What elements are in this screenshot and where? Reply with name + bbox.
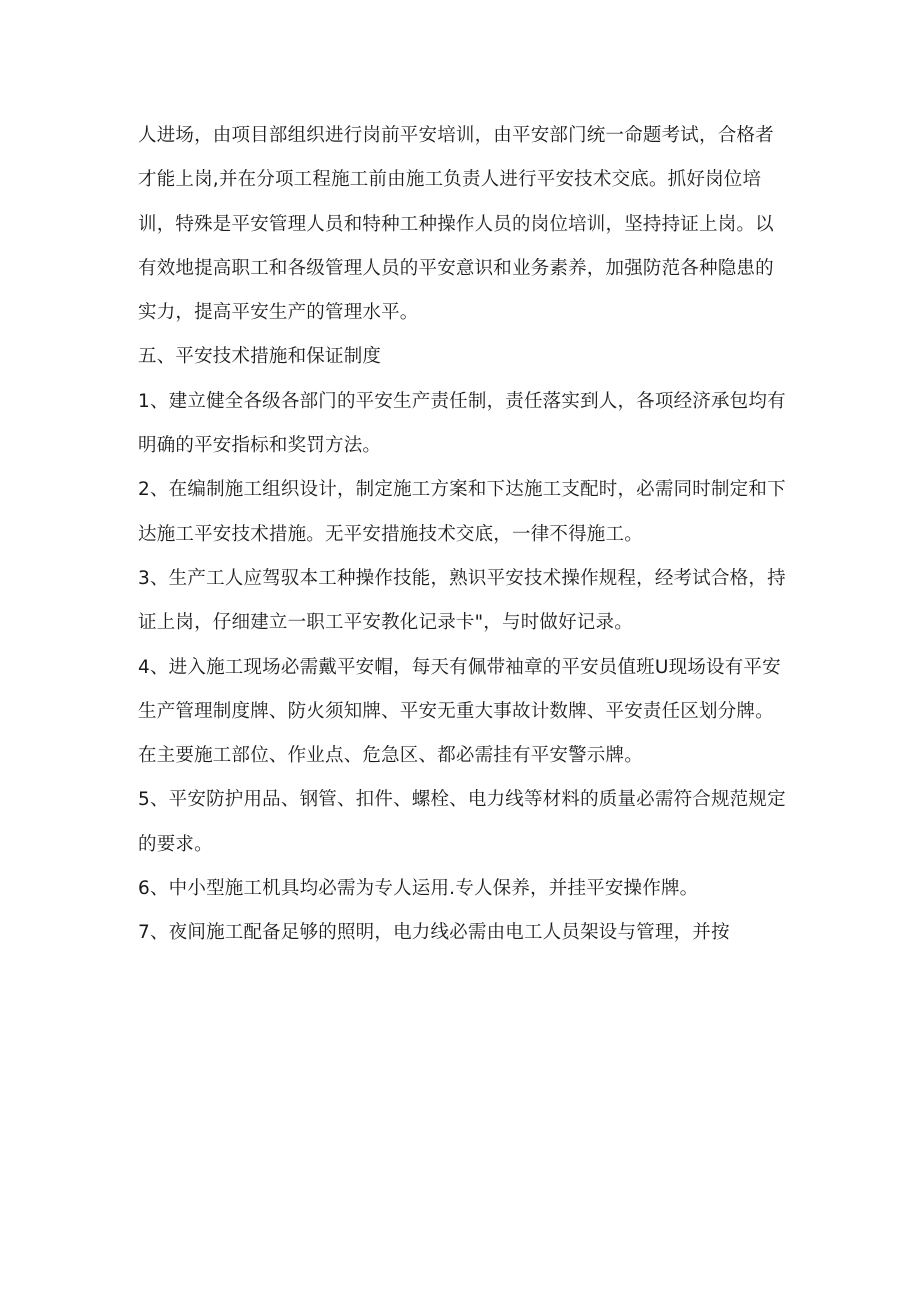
paragraph-training-continuation: 人进场，由项目部组织进行岗前平安培训，由平安部门统一命题考试，合格者才能上岗,并在分项工程施工前由施工负责人进行平安技术交底。抓好岗位培训，特殊是平安管理人员和特种工种操作人员的岗位培训，坚持持证上岗。以有效地提高职工和各级管理人员的平安意识和业务素养，加强防范各种隐患的实力，提高平安生产的管理水平。: [138, 125, 774, 324]
list-item-4: 4、进入施工现场必需戴平安帽，每天有佩带袖章的平安员值班U现场设有平安生产管理制度牌、防火须知牌、平安无重大事故计数牌、平安责任区划分牌。在主要施工部位、作业点、危急区、都必需挂有平安警示牌。: [138, 656, 781, 767]
list-item-2: 2、在编制施工组织设计，制定施工方案和下达施工支配时，必需同时制定和下达施工平安技术措施。无平安措施技术交底，一律不得施工。: [138, 479, 786, 545]
list-item-1: 1、建立健全各级各部门的平安生产责任制，责任落实到人，各项经济承包均有明确的平安指标和奖罚方法。: [138, 390, 786, 457]
list-item-6: 6、中小型施工机具均必需为专人运用.专人保养，并挂平安操作牌。: [138, 878, 699, 900]
list-item-3: 3、生产工人应驾驭本工种操作技能，熟识平安技术操作规程，经考试合格，持证上岗，仔细建立一职工平安教化记录卡"，与时做好记录。: [138, 567, 786, 634]
list-item-5: 5、平安防护用品、钢管、扣件、螺栓、电力线等材料的质量必需符合规范规定的要求。: [138, 789, 786, 855]
section-heading-safety-measures: 五、平安技术措施和保证制度: [138, 346, 382, 368]
document-body: [138, 114, 788, 956]
list-item-7: 7、夜间施工配备足够的照明，电力线必需由电工人员架设与管理，并按: [138, 922, 730, 944]
